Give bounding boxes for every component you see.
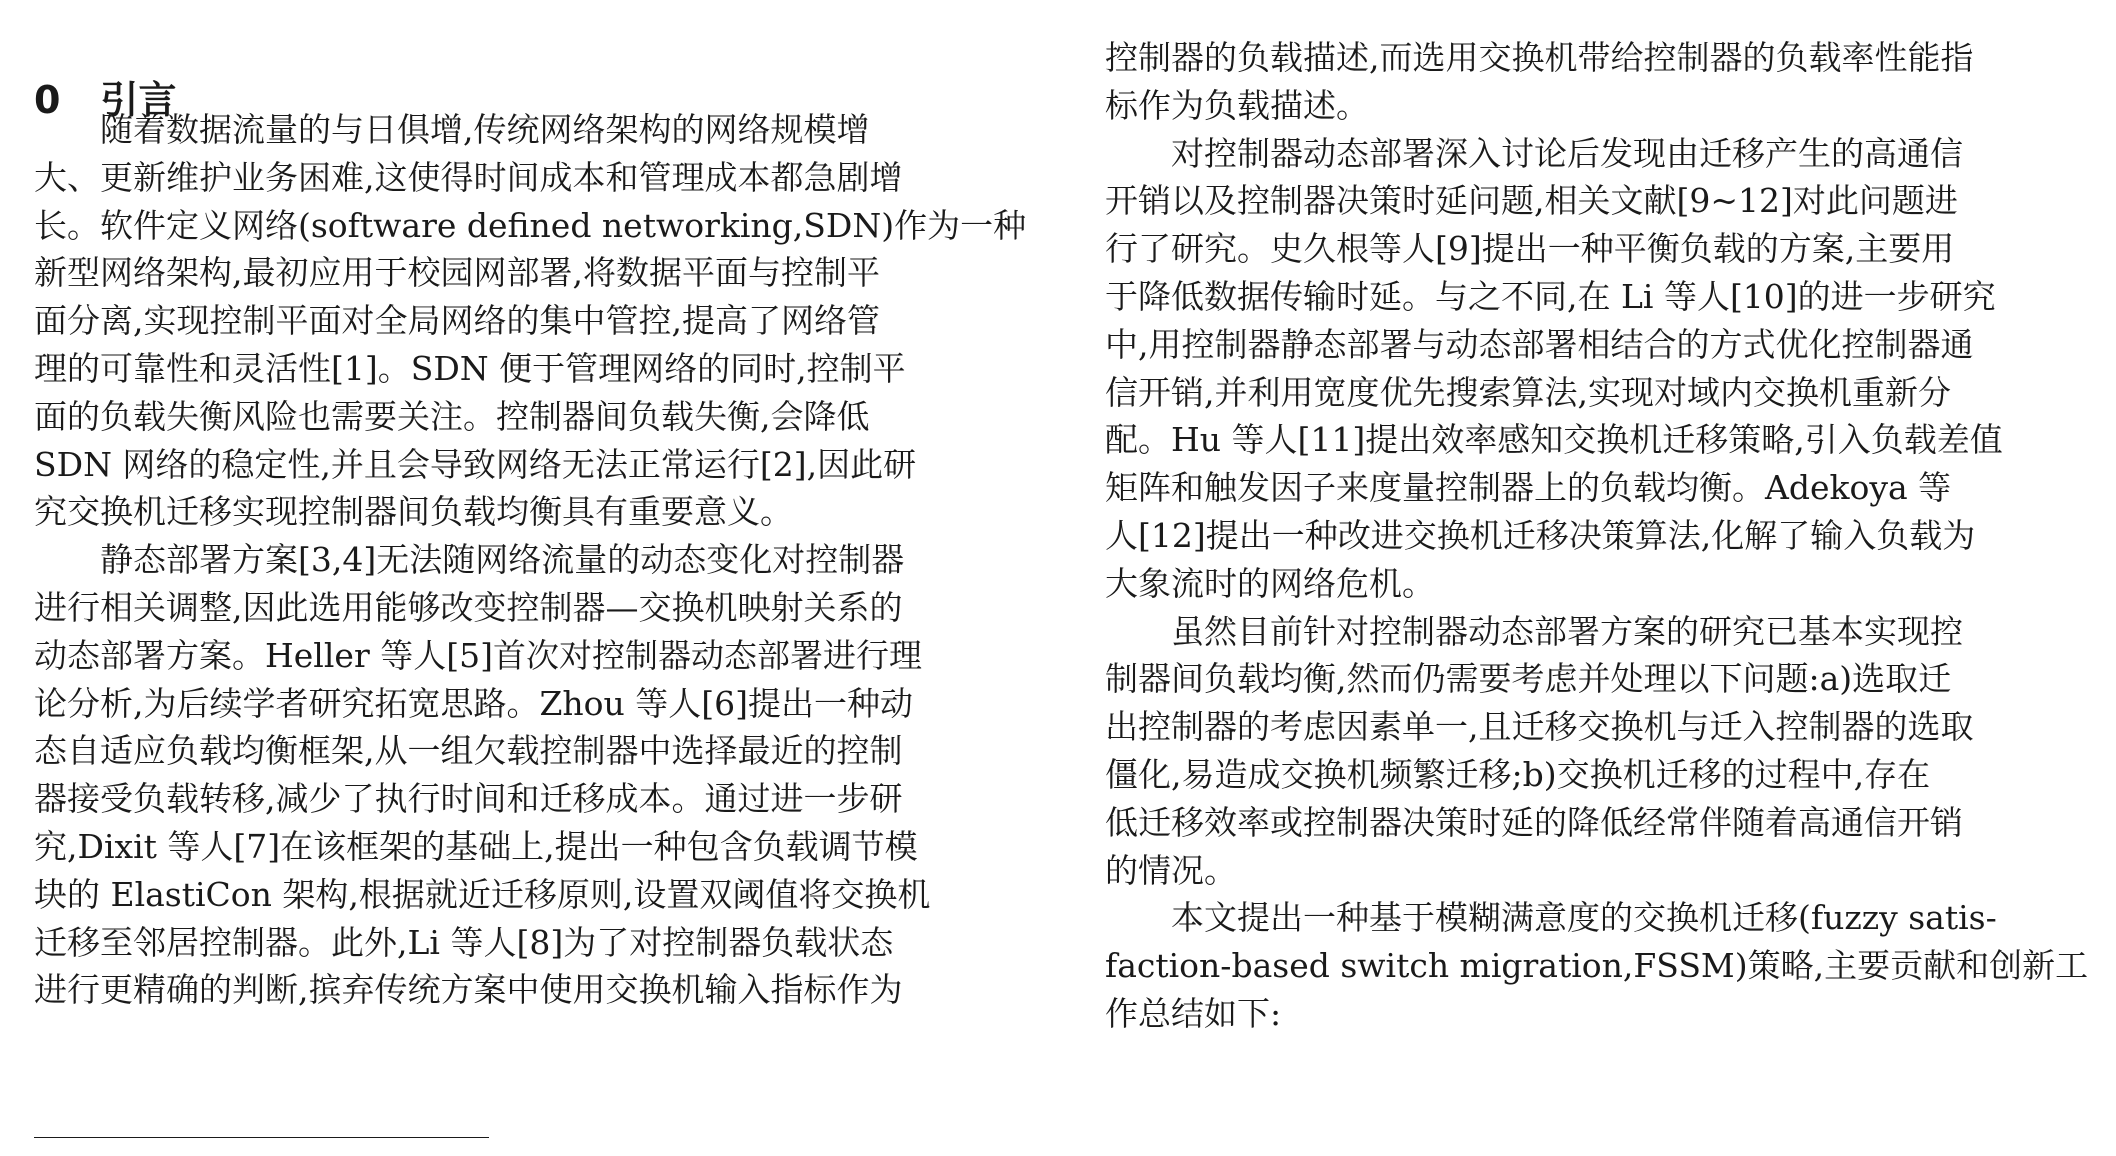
section-number: 0 [34,78,61,122]
text-line: 长。软件定义网络(software defined networking,SDN)作为一种 [34,205,1027,245]
text-line: SDN 网络的稳定性,并且会导致网络无法正常运行[2],因此研 [34,444,917,484]
text-line: 器接受负载转移,减少了执行时间和迁移成本。通过进一步研 [34,779,903,819]
text-line: 迁移至邻居控制器。此外,Li 等人[8]为了对控制器负载状态 [34,922,894,962]
text-line: 静态部署方案[3,4]无法随网络流量的动态变化对控制器 [100,540,905,580]
text-line: faction-based switch migration,FSSM)策略,主要贡献和创新工 [1105,946,2089,986]
text-line: 进行更精确的判断,摈弃传统方案中使用交换机输入指标作为 [34,970,903,1010]
text-line: 大象流时的网络危机。 [1105,563,1435,603]
text-line: 出控制器的考虑因素单一,且迁移交换机与迁入控制器的选取 [1105,707,1974,747]
text-line: 新型网络架构,最初应用于校园网部署,将数据平面与控制平 [34,253,880,293]
text-line: 面分离,实现控制平面对全局网络的集中管控,提高了网络管 [34,301,880,341]
text-line: 论分析,为后续学者研究拓宽思路。Zhou 等人[6]提出一种动 [34,683,914,723]
text-line: 僵化,易造成交换机频繁迁移;b)交换机迁移的过程中,存在 [1105,755,1931,794]
footnote-rule [34,1137,489,1138]
section-title: 引言 [100,78,177,122]
text-line: 矩阵和触发因子来度量控制器上的负载均衡。Adekoya 等 [1105,468,1952,508]
text-line: 控制器的负载描述,而选用交换机带给控制器的负载率性能指 [1105,38,1974,77]
text-line: 究,Dixit 等人[7]在该框架的基础上,提出一种包含负载调节模 [34,827,918,866]
text-line: 作总结如下: [1105,994,1282,1033]
text-line: 配。Hu 等人[11]提出效率感知交换机迁移策略,引入负载差值 [1105,420,2003,460]
text-line: 对控制器动态部署深入讨论后发现由迁移产生的高通信 [1171,133,1963,173]
text-line: 动态部署方案。Heller 等人[5]首次对控制器动态部署进行理 [34,635,922,675]
text-line: 进行相关调整,因此选用能够改变控制器—交换机映射关系的 [34,588,903,627]
text-line: 人[12]提出一种改进交换机迁移决策算法,化解了输入负载为 [1105,516,1976,555]
text-line: 理的可靠性和灵活性[1]。SDN 便于管理网络的同时,控制平 [34,349,906,388]
text-line: 标作为负载描述。 [1105,85,1369,125]
text-line: 大、更新维护业务困难,这使得时间成本和管理成本都急剧增 [34,157,903,197]
text-line: 信开销,并利用宽度优先搜索算法,实现对域内交换机重新分 [1105,372,1951,412]
text-line: 面的负载失衡风险也需要关注。控制器间负载失衡,会降低 [34,396,870,436]
text-line: 开销以及控制器决策时延问题,相关文献[9~12]对此问题进 [1105,181,1958,221]
text-line: 的情况。 [1105,850,1237,890]
text-line: 于降低数据传输时延。与之不同,在 Li 等人[10]的进一步研究 [1105,277,1996,316]
text-line: 究交换机迁移实现控制器间负载均衡具有重要意义。 [34,492,793,532]
text-line: 虽然目前针对控制器动态部署方案的研究已基本实现控 [1171,611,1963,651]
text-line: 行了研究。史久根等人[9]提出一种平衡负载的方案,主要用 [1105,229,1955,269]
text-line: 中,用控制器静态部署与动态部署相结合的方式优化控制器通 [1105,324,1974,364]
text-line: 本文提出一种基于模糊满意度的交换机迁移(fuzzy satis- [1171,898,1997,938]
text-line: 态自适应负载均衡框架,从一组欠载控制器中选择最近的控制 [34,731,903,771]
text-line: 低迁移效率或控制器决策时延的降低经常伴随着高通信开销 [1105,802,1963,842]
text-line: 制器间负载均衡,然而仍需要考虑并处理以下问题:a)选取迁 [1105,659,1952,699]
text-line: 块的 ElastiCon 架构,根据就近迁移原则,设置双阈值将交换机 [34,874,931,914]
text-line: 随着数据流量的与日俱增,传统网络架构的网络规模增 [100,110,870,149]
